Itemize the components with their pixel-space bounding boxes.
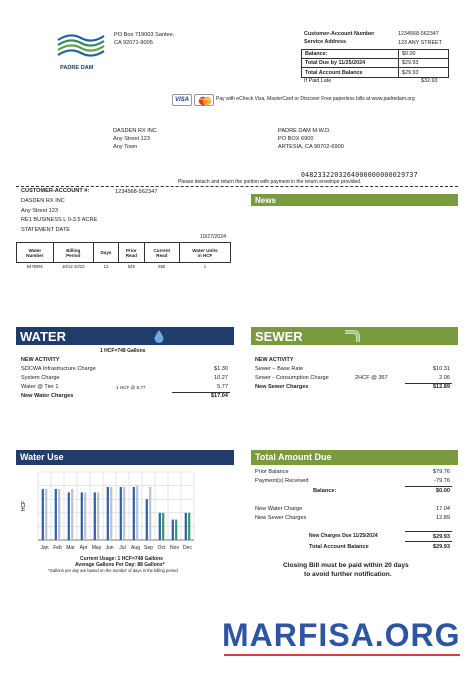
total-due-banner [251,450,458,465]
water-line-label: System Charge [21,375,60,381]
customer-street: Any Street 123 [113,136,151,142]
total-line-label: Payment(s) Received [255,478,309,484]
bar [188,513,190,540]
col-header [119,243,145,263]
bar [175,520,177,540]
service-address-label: Service Address [304,39,347,45]
bar [94,492,96,540]
x-tick-label: Sep [144,545,153,551]
bar [172,520,174,540]
usage-note: *Gallons per day are based on the number of days in the billing period [48,568,178,573]
due-rule [405,531,452,532]
sewer-total-value: $12.89 [432,384,450,390]
x-tick-label: Feb [53,545,62,551]
utility-name: PADRE DAM M.W.D. [278,128,331,134]
col-header-line: Period [66,252,81,258]
utility-city: ARTESIA, CA 90702-6900 [278,144,344,150]
sewer-pipe-icon [342,329,364,344]
table-cell: 1 [203,264,207,270]
water-title: WATER [20,329,66,344]
water-line-value: 5.77 [217,384,228,390]
paid-late-value: $32.93 [421,78,438,84]
detach-line [16,186,458,187]
table-cell: 549 [127,264,135,270]
bar [110,487,112,540]
x-tick-label: Aug [131,545,140,551]
charge-value: 12.89 [436,515,450,521]
col-header-line: Water Units [192,247,218,253]
x-tick-label: Dec [183,545,192,551]
water-use-banner [16,450,234,465]
total-line-value: $79.76 [432,469,450,475]
col-header-line: Water [28,247,42,253]
col-header-line: Prior [125,247,137,253]
account-balance-rule [405,541,452,542]
service-address-value: 123 ANY STREET [398,40,442,46]
table-row [17,263,231,271]
sewer-activity-label: NEW ACTIVITY [255,357,294,363]
water-subtitle: 1 HCF=748 Gallons [100,348,146,354]
bar [97,492,99,540]
mastercard-label: MasterCard [196,98,210,101]
summary-label: Total Account Balance [305,69,363,76]
water-line-rate: 1 HCF @ 5.77 [116,385,146,390]
table-header-row [17,243,231,263]
x-tick-label: Jun [105,545,114,551]
bar [185,513,187,540]
total-line-label: Prior Balance [255,469,289,475]
bar [107,487,109,540]
col-header-line: Days [100,250,112,255]
balance-summary-box [301,49,449,78]
total-line-value: -79.76 [434,478,450,484]
sewer-title: SEWER [255,329,303,344]
y-axis-label: HCF [21,500,27,512]
col-header-line: Read [125,252,137,258]
table-cell: 10/12-10/23 [62,264,85,270]
sewer-total-label: New Sewer Charges [255,384,309,390]
charge-label: New Sewer Charges [255,515,307,521]
padre-dam-logo [56,30,106,64]
stub-account-label: CUSTOMER-ACCOUNT #: [21,188,90,194]
balance-rule [405,486,452,487]
bar [81,492,83,540]
stub-line: Any Street 123 [21,208,59,214]
stub-line: RE1 BUSINESS L 0-3.5 ACRE [21,217,98,223]
sewer-line-value: $10.31 [432,366,450,372]
bar [162,513,164,540]
summary-value: $0.00 [398,50,448,58]
col-header [17,243,54,263]
closing-notice: to avoid further notification. [304,571,392,578]
total-account-balance-value: $29.93 [432,544,450,550]
x-tick-label: Nov [170,545,179,551]
water-line-label: Water @ Tier 1 [21,384,59,390]
customer-town: Any Town [113,144,138,150]
sewer-line-value: 2.06 [439,375,450,381]
bar [120,487,122,540]
watermark-text: MARFISA.ORG [222,617,461,653]
summary-value: $29.93 [398,59,448,67]
detach-instructions: Please detach and return the portion with payment in the return envelope provided. [178,179,362,185]
water-total-label: New Water Charges [21,393,74,399]
remit-address-line-2: CA 92071-9005 [114,40,153,46]
x-tick-label: Jan [40,545,49,551]
water-line-value: 10.27 [214,375,228,381]
col-header-line: Read [156,252,168,258]
visa-label: VISA [175,97,190,103]
bar [58,489,60,540]
usage-note: Average Gallons Per Day: 88 Gallons* [75,562,165,568]
new-charges-due-label: New Charges Due 11/25/2024 [309,533,378,539]
x-tick-label: Jul [119,545,126,551]
total-due-title: Total Amount Due [255,452,332,462]
stub-line: STATEMENT DATE [21,227,70,233]
closing-notice: Closing Bill must be paid within 20 days [283,562,409,569]
water-banner [16,327,234,345]
account-number-value: 1234568-562347 [398,31,439,37]
col-header-line: Current [153,247,171,253]
table-cell: 12 [103,264,109,270]
stub-account-value: 1234568-562347 [115,189,158,195]
bar [68,492,70,540]
bar [42,489,44,540]
col-header-line: Number [26,252,44,258]
remit-address-line-1: PO Box 719003 Santee, [114,32,175,38]
statement-date: 10/27/2024 [200,234,226,240]
water-usage-chart [16,466,234,552]
bar [146,499,148,540]
table-cell: 9478091 [26,264,43,270]
water-drop-icon [153,329,165,343]
col-header-line: in HCF [197,252,213,258]
bar [136,486,138,540]
mastercard-icon [194,94,214,106]
bar [71,489,73,540]
bar [45,489,47,540]
col-header [179,243,230,263]
water-activity-label: NEW ACTIVITY [21,357,60,363]
sewer-line-label: Sewer – Base Rate [255,366,304,372]
water-line-value: $1.30 [214,366,228,372]
summary-label: Balance: [305,51,328,57]
sewer-line-label: Sewer - Consumption Charge [255,375,329,381]
bar [133,487,135,540]
customer-name: DASDEN RX INC [113,128,157,134]
bar [159,513,161,540]
new-charges-due-value: $29.93 [432,534,450,540]
charge-value: 17.04 [436,506,450,512]
x-tick-label: Apr [79,545,88,551]
summary-label: Total Due by 11/25/2024 [305,60,366,66]
col-header-line: Billing [66,247,81,253]
bar [149,487,151,540]
utility-po-box: PO BOX 6900 [278,136,314,142]
logo-text: PADRE DAM [60,65,94,71]
balance-label: Balance: [313,488,337,494]
water-line-label: SDCWA Infrastructure Charge [21,366,96,372]
account-number-label: Customer-Account Number [304,31,375,37]
balance-value: $0.00 [436,488,450,494]
x-tick-label: Oct [157,545,166,551]
bar [123,487,125,540]
meter-read-table [16,242,231,271]
summary-value: $29.93 [398,68,448,77]
stub-line: DASDEN RX INC [21,198,65,204]
charge-label: New Water Charge [255,506,303,512]
ocr-scanline: 0482332203264000000000029737 [301,171,418,179]
usage-note: Current Usage: 1 HCF=748 Gallons [80,556,163,562]
payment-options-text: Pay with eCheck Visa, MasterCard or Discover Free paperless bills at www.padredam.org [216,96,415,102]
total-account-balance-label: Total Account Balance [309,544,369,550]
col-header [93,243,118,263]
sewer-line-rate: 2HCF @ 367 [355,375,388,381]
paid-late-label: If Paid Late [304,78,332,84]
table-cell: 550 [158,264,166,270]
news-banner [251,194,458,206]
water-total-value: $17.04 [210,393,228,399]
water-use-title: Water Use [20,452,64,462]
news-title: News [255,196,276,205]
bar [55,489,57,540]
col-header [144,243,179,263]
col-header [53,243,93,263]
visa-card-icon [172,94,192,106]
x-tick-label: Mar [66,545,75,551]
bar [84,492,86,540]
watermark-underline [224,654,460,656]
x-tick-label: May [91,545,102,551]
